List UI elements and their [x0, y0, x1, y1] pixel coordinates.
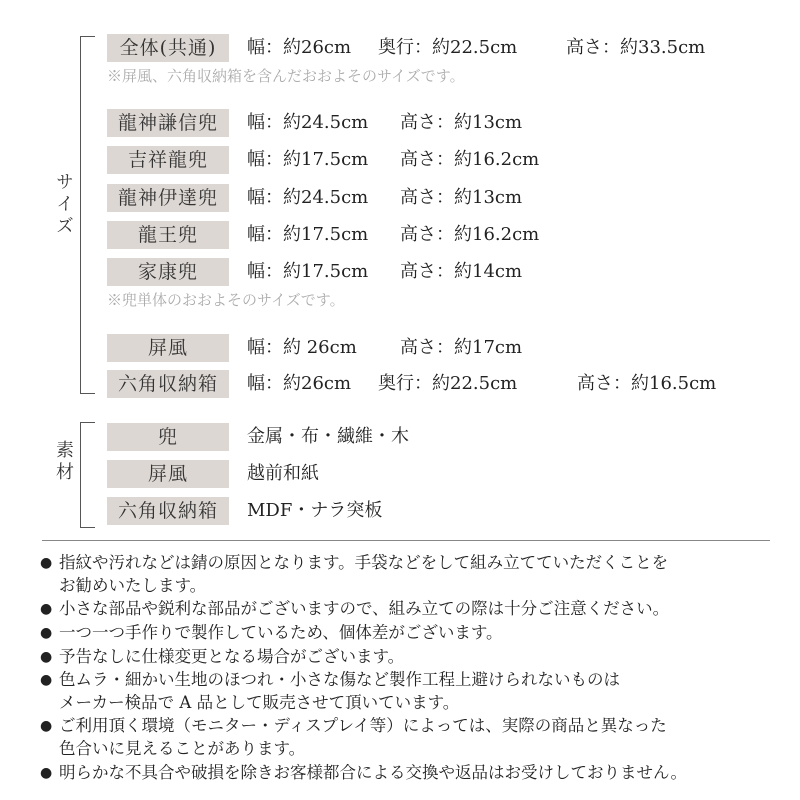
height-spec: 高さ：約16.2cm	[400, 224, 540, 245]
bullet-icon: ●	[40, 765, 53, 781]
size-section-label: サイズ	[53, 172, 74, 238]
width-spec: 幅：約17.5cm	[247, 224, 369, 245]
caution-text: 一つ一つ手作りで製作しているため、個体差がございます。	[59, 623, 503, 642]
caution-text: 予告なしに仕様変更となる場合がございます。	[59, 647, 405, 666]
width-spec: 幅：約24.5cm	[247, 112, 369, 133]
caution-item	[40, 669, 620, 691]
width-spec: 幅：約17.5cm	[247, 149, 369, 170]
height-spec: 高さ：約17cm	[400, 337, 523, 358]
material-value: MDF・ナラ突板	[247, 500, 383, 521]
row-tag: 六角収納箱	[107, 497, 229, 525]
caution-text: メーカー検品で A 品として販売させて頂いています。	[59, 693, 460, 712]
caution-continuation	[40, 692, 459, 714]
height-spec: 高さ：約16.5cm	[577, 373, 717, 394]
depth-spec: 奥行：約22.5cm	[378, 373, 518, 394]
width-spec: 幅：約17.5cm	[247, 261, 369, 282]
bullet-icon: ●	[40, 649, 53, 665]
material-bracket	[80, 422, 95, 528]
caution-item	[40, 552, 668, 574]
bullet-icon: ●	[40, 625, 53, 641]
caution-text: 色ムラ・細かい生地のほつれ・小さな傷など製作工程上避けられないものは	[59, 670, 620, 689]
height-spec: 高さ：約33.5cm	[566, 37, 706, 58]
height-spec: 高さ：約14cm	[400, 261, 523, 282]
row-tag: 屏風	[107, 334, 229, 362]
caution-continuation	[40, 738, 305, 760]
material-section-label: 素材	[53, 440, 74, 484]
row-tag: 吉祥龍兜	[107, 146, 229, 174]
caution-continuation	[40, 575, 206, 597]
row-tag: 龍王兜	[107, 221, 229, 249]
caution-text: ご利用頂く環境（モニター・ディスプレイ等）によっては、実際の商品と異なった	[59, 716, 667, 735]
caution-item	[40, 598, 669, 620]
caution-item	[40, 762, 687, 784]
row-tag: 全体(共通)	[107, 34, 229, 62]
bullet-icon: ●	[40, 718, 53, 734]
size-bracket	[80, 36, 95, 394]
row-tag: 龍神伊達兜	[107, 184, 229, 212]
caution-item	[40, 622, 503, 644]
height-spec: 高さ：約13cm	[400, 112, 523, 133]
caution-item	[40, 646, 404, 668]
row-tag: 兜	[107, 423, 229, 451]
bullet-icon: ●	[40, 555, 53, 571]
divider	[42, 540, 770, 541]
width-spec: 幅：約 26cm	[247, 337, 357, 358]
caution-text: 色合いに見えることがあります。	[59, 739, 306, 758]
size-note-overall: ※屏風、六角収納箱を含んだおおよそのサイズです。	[107, 67, 465, 85]
size-note-kabuto: ※兜単体のおおよそのサイズです。	[107, 291, 345, 309]
caution-text: 小さな部品や鋭利な部品がございますので、組み立ての際は十分ご注意ください。	[59, 599, 670, 618]
bullet-icon: ●	[40, 601, 53, 617]
material-value: 金属・布・繊維・木	[247, 426, 409, 447]
height-spec: 高さ：約16.2cm	[400, 149, 540, 170]
row-tag: 屏風	[107, 460, 229, 488]
caution-text: お勧めいたします。	[59, 576, 207, 595]
row-tag: 龍神謙信兜	[107, 109, 229, 137]
height-spec: 高さ：約13cm	[400, 187, 523, 208]
material-value: 越前和紙	[247, 463, 319, 484]
width-spec: 幅：約26cm	[247, 37, 352, 58]
caution-text: 明らかな不具合や破損を除きお客様都合による交換や返品はお受けしておりません。	[59, 763, 687, 782]
row-tag: 六角収納箱	[107, 370, 229, 398]
row-tag: 家康兜	[107, 258, 229, 286]
width-spec: 幅：約26cm	[247, 373, 352, 394]
width-spec: 幅：約24.5cm	[247, 187, 369, 208]
bullet-icon: ●	[40, 672, 53, 688]
depth-spec: 奥行：約22.5cm	[378, 37, 518, 58]
caution-text: 指紋や汚れなどは錆の原因となります。手袋などをして組み立てていただくことを	[59, 553, 669, 572]
caution-item	[40, 715, 667, 737]
